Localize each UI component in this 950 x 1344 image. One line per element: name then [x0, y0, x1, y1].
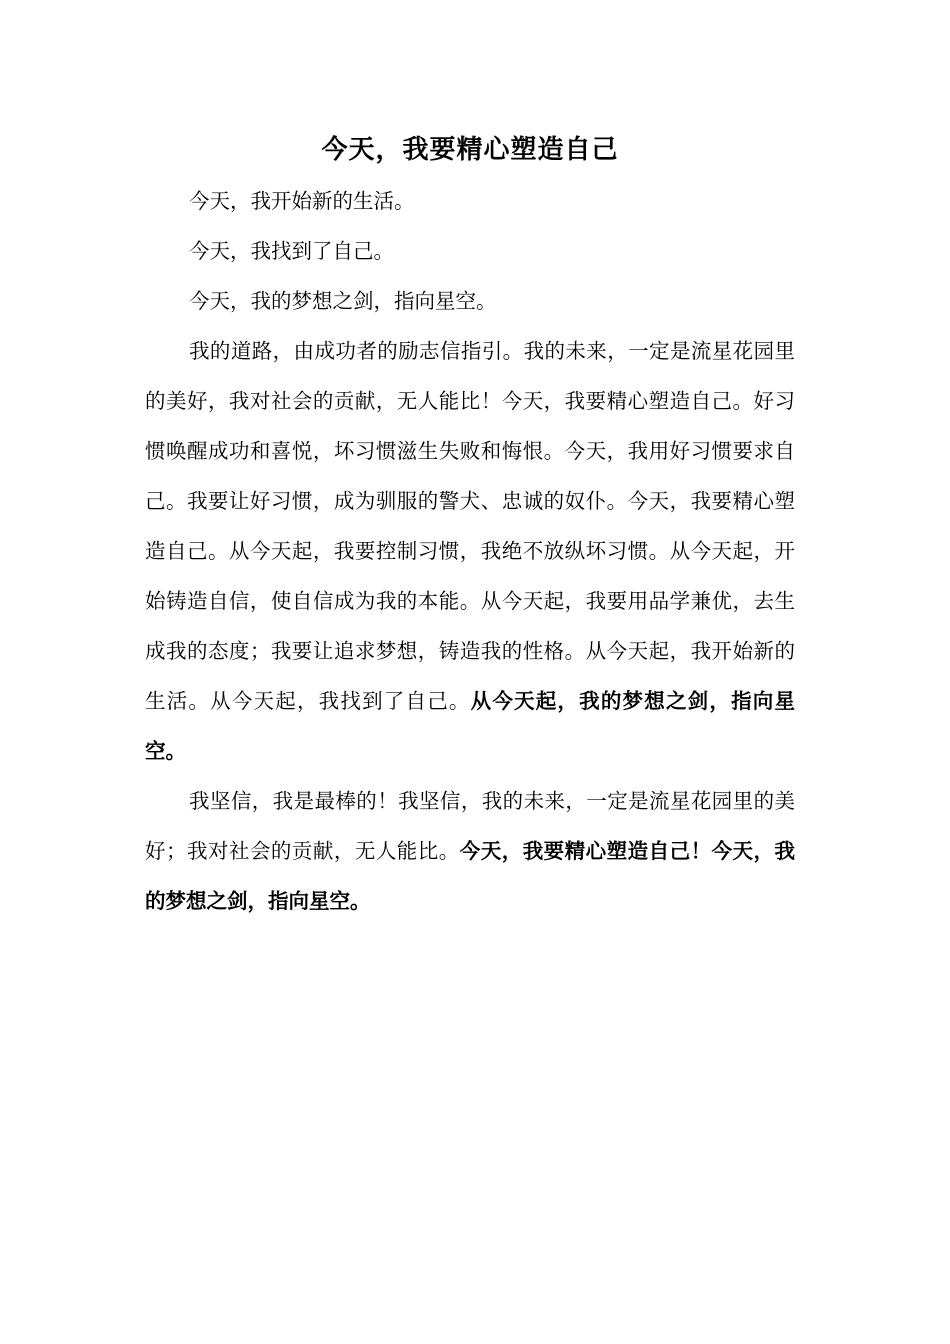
- paragraph-5-text: 我坚信，我是最棒的！我坚信，我的未来，一定是流星花园里的美好；我对社会的贡献，无人能比。: [145, 789, 795, 863]
- paragraph-4-bold-text: 从今天起，我的梦想之剑，指向星空。: [145, 689, 796, 763]
- paragraph-4: [145, 326, 795, 776]
- paragraph-5-bold-text: 今天，我要精心塑造自己！今天，我的梦想之剑，指向星空。: [145, 839, 795, 913]
- paragraph-2: 今天，我找到了自己。: [189, 239, 394, 263]
- paragraph-1: 今天，我开始新的生活。: [189, 189, 415, 213]
- document-title: 今天，我要精心塑造自己: [321, 135, 619, 165]
- paragraph-5: [145, 776, 795, 926]
- paragraph-4-text: 我的道路，由成功者的励志信指引。我的未来，一定是流星花园里的美好，我对社会的贡献，无人能比！今天，我要精心塑造自己。好习惯唤醒成功和喜悦，坏习惯滋生失败和悔恨。今天，我用好习惯要求自己。我要让好习惯，成为驯服的警犬、忠诚的奴仆。今天，我要精心塑造自己。从今天起，我要控制习惯，我绝不放纵坏习惯。从今天起，开始铸造自信，使自信成为我的本能。从今天起，我要用品学兼优，去生成我的态度；我要让追求梦想，铸造我的性格。从今天起，我开始新的生活。从今天起，我找到了自己。: [145, 339, 795, 713]
- document-page: [145, 128, 795, 926]
- paragraph-3: 今天，我的梦想之剑，指向星空。: [189, 289, 497, 313]
